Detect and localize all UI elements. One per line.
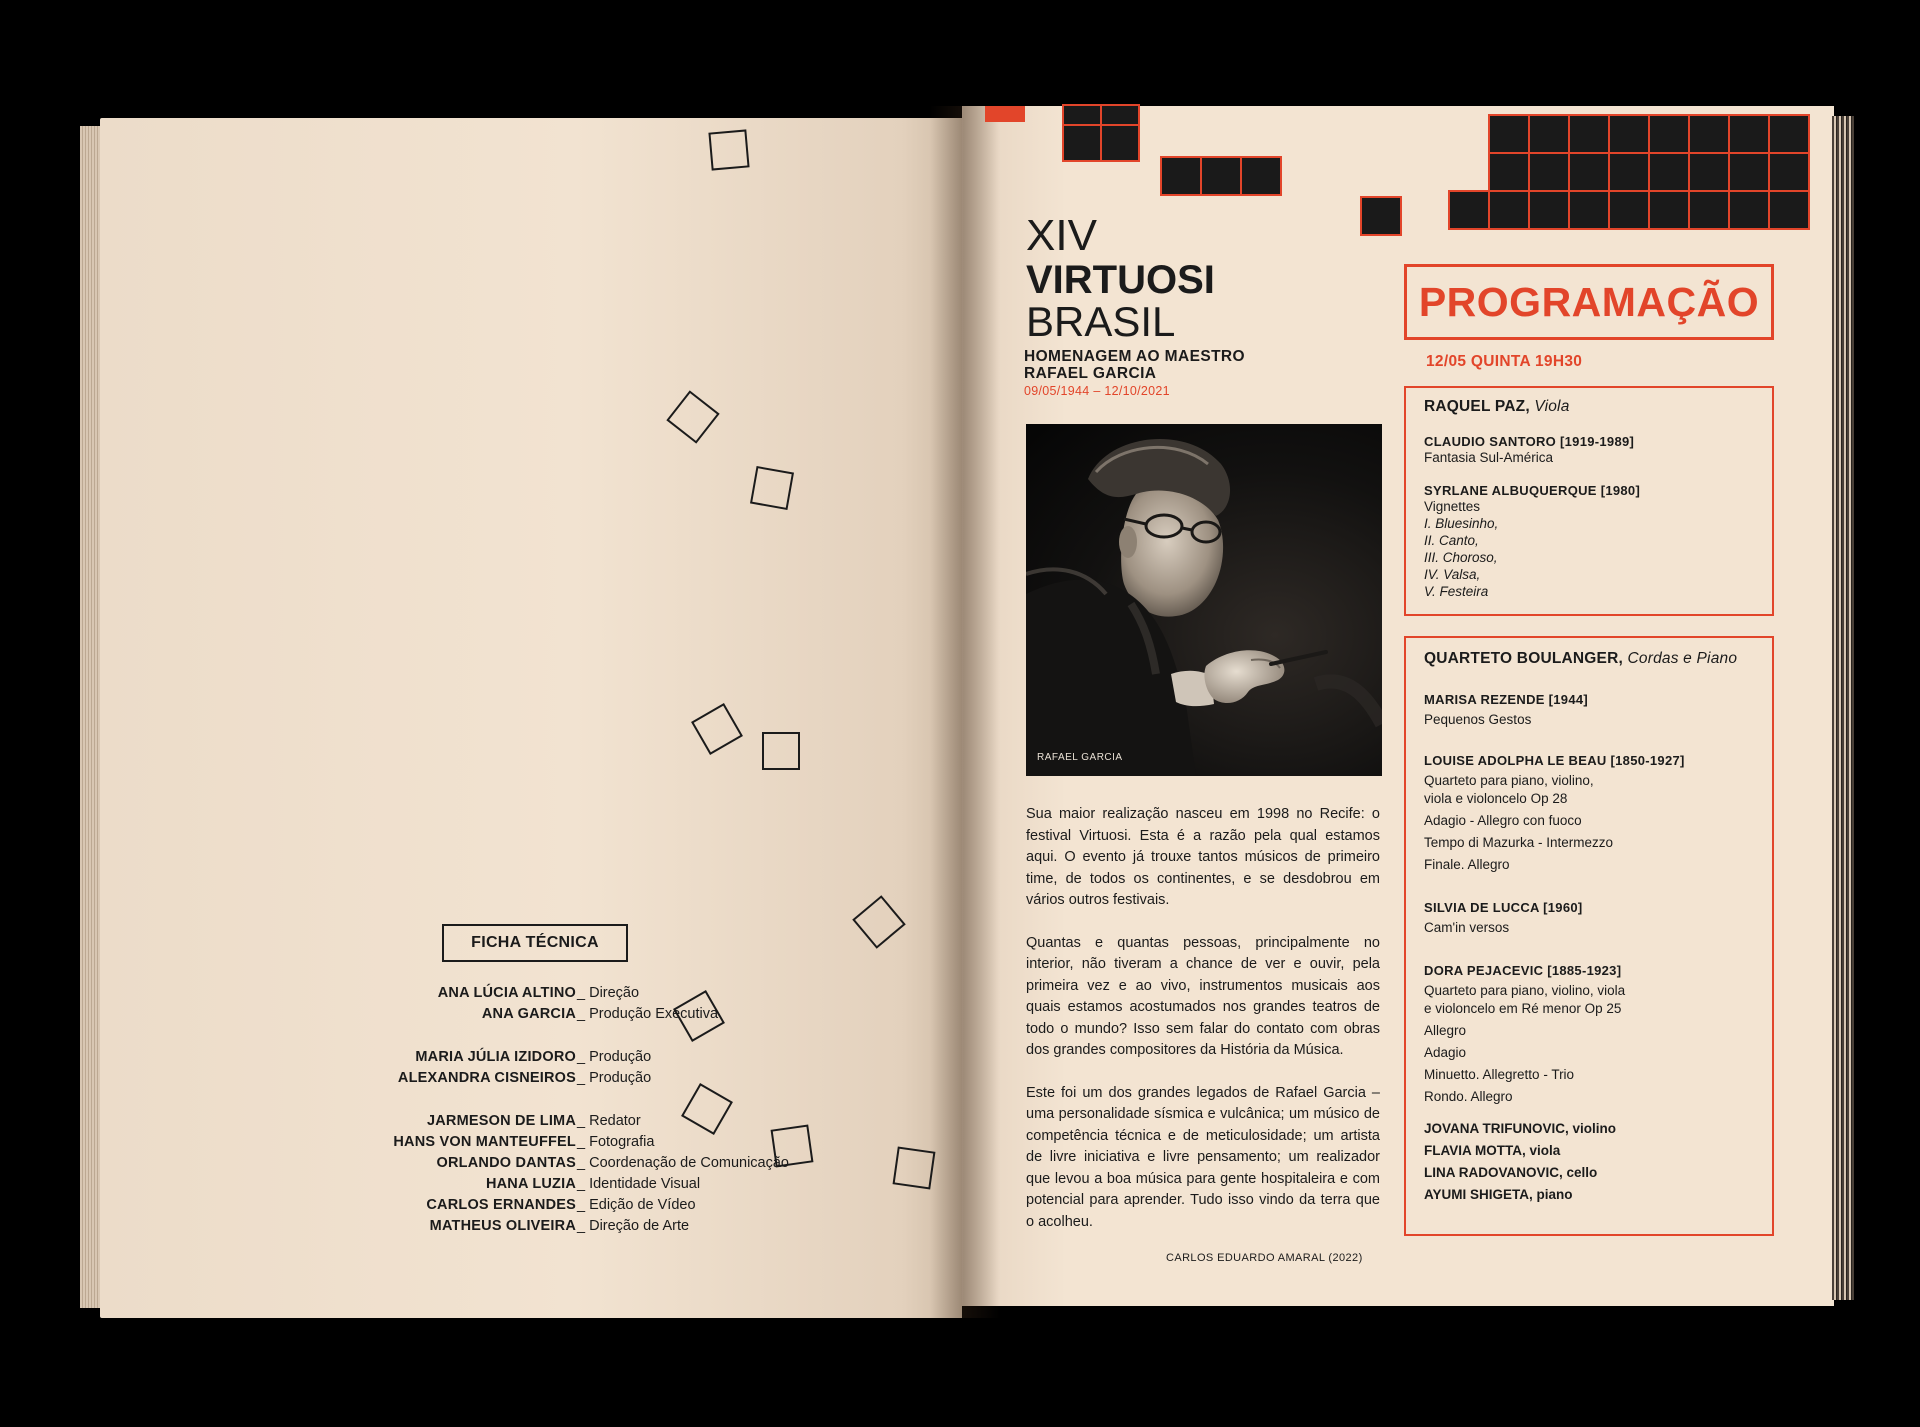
grid-block (1488, 190, 1530, 230)
movement: Minuetto. Allegretto - Trio (1424, 1067, 1575, 1082)
credit-item (300, 1174, 760, 1195)
movement: Adagio - Allegro con fuoco (1424, 813, 1582, 828)
credit-name: HANA LUZIA (485, 1176, 576, 1192)
credit-role: _ Redator (577, 1113, 641, 1129)
grid-block (1062, 104, 1102, 126)
credit-role: _ Produção (577, 1049, 652, 1065)
decor-square (762, 732, 800, 770)
composer-name: CLAUDIO SANTORO [1919-1989] (1424, 434, 1635, 449)
grid-block (1062, 124, 1102, 162)
spine-shadow (930, 106, 1000, 1318)
movement: Adagio (1424, 1045, 1467, 1060)
credit-name: ALEXANDRA CISNEIROS (397, 1070, 576, 1086)
work-title: Fantasia Sul-América (1424, 450, 1554, 465)
life-dates: 09/05/1944 – 12/10/2021 (1024, 384, 1170, 398)
credit-name: MATHEUS OLIVEIRA (429, 1218, 576, 1234)
grid-block (1648, 114, 1690, 154)
performer-name: RAQUEL PAZ, (1424, 398, 1530, 415)
credit-role: _ Coordenação de Comunicação (577, 1155, 789, 1171)
musician: AYUMI SHIGETA, piano (1424, 1187, 1573, 1202)
movement: Finale. Allegro (1424, 857, 1510, 872)
programacao-title: PROGRAMAÇÃO (1404, 264, 1774, 340)
article-body (1026, 804, 1380, 1254)
work-title: viola e violoncelo Op 28 (1424, 791, 1568, 806)
credit-name: JARMESON DE LIMA (426, 1113, 576, 1129)
credit-item (300, 1195, 760, 1216)
grid-block (1608, 114, 1650, 154)
grid-block (1768, 152, 1810, 192)
credit-item (300, 1132, 760, 1153)
conductor-illustration (1026, 424, 1382, 776)
grid-block (1488, 152, 1530, 192)
composer-name: LOUISE ADOLPHA LE BEAU [1850-1927] (1424, 753, 1685, 768)
composer-name: DORA PEJACEVIC [1885-1923] (1424, 963, 1622, 978)
decor-square (708, 129, 749, 170)
festival-name-bold: VIRTUOSI (1026, 258, 1215, 302)
article-paragraph: Este foi um dos grandes legados de Rafael Garcia – uma personalidade sísmica e vulcânica; um músico de competência técnica e de meticulosidade; um artista de livre iniciativa e livre pensamento; um realizador que levou a boa música para gente hospitaleira e com potencial para aprender. Tudo isso vindo da terra que o acolheu. (1026, 1084, 1380, 1230)
decor-square (750, 466, 794, 510)
tribute-line-2: RAFAEL GARCIA (1024, 365, 1157, 382)
movement: Allegro (1424, 1023, 1467, 1038)
credit-item (300, 1153, 789, 1174)
grid-block (1360, 196, 1402, 236)
grid-block (1688, 152, 1730, 192)
article-paragraph: Sua maior realização nasceu em 1998 no Recife: o festival Virtuosi. Esta é a razão pela qual estamos aqui. O evento já trouxe tantos músicos de primeiro time, de todos os continentes, e se desdobrou em vários outros festivais. (1026, 806, 1380, 908)
performer-heading (1424, 650, 1772, 668)
edition-number: XIV (1026, 211, 1097, 260)
work-title: Cam'in versos (1424, 920, 1510, 935)
musician: JOVANA TRIFUNOVIC, violino (1424, 1121, 1617, 1136)
grid-block (1648, 190, 1690, 230)
work-title: Vignettes (1424, 499, 1481, 514)
program-block-quarteto-boulanger (1404, 636, 1774, 1236)
credit-item (300, 1004, 760, 1025)
grid-block (1688, 114, 1730, 154)
grid-block (1160, 156, 1202, 196)
movement: Tempo di Mazurka - Intermezzo (1424, 835, 1614, 850)
credit-item (300, 1068, 760, 1089)
grid-block (1688, 190, 1730, 230)
grid-block (1528, 114, 1570, 154)
grid-block (1528, 152, 1570, 192)
movement: II. Canto, (1424, 533, 1479, 548)
work-title: Pequenos Gestos (1424, 712, 1532, 727)
credit-role: _ Fotografia (577, 1134, 655, 1150)
credit-item (300, 1047, 760, 1068)
grid-block (1648, 152, 1690, 192)
grid-block (1448, 190, 1490, 230)
credit-role: _ Identidade Visual (577, 1176, 701, 1192)
performer-instrument: Cordas e Piano (1623, 650, 1738, 667)
credits-list (300, 983, 789, 1237)
tribute-heading (1024, 348, 1304, 382)
program-block-raquel-paz (1404, 386, 1774, 616)
decor-square (893, 1147, 936, 1190)
composer-name: SYRLANE ALBUQUERQUE [1980] (1424, 483, 1641, 498)
grid-block (1240, 156, 1282, 196)
grid-block (1728, 114, 1770, 154)
grid-block (1100, 124, 1140, 162)
composer-name: MARISA REZENDE [1944] (1424, 692, 1589, 707)
credit-role: _ Edição de Vídeo (577, 1197, 696, 1213)
credit-role: _ Direção de Arte (577, 1218, 690, 1234)
movement: Rondo. Allegro (1424, 1089, 1513, 1104)
credit-name: MARIA JÚLIA IZIDORO (415, 1049, 576, 1065)
conductor-photo (1026, 424, 1382, 776)
ficha-tecnica-title: FICHA TÉCNICA (442, 924, 628, 962)
event-date: 12/05 QUINTA 19H30 (1426, 353, 1583, 370)
tribute-line-1: HOMENAGEM AO MAESTRO (1024, 348, 1245, 365)
movement: IV. Valsa, (1424, 567, 1481, 582)
festival-name-light: BRASIL (1026, 298, 1176, 345)
grid-block (1728, 152, 1770, 192)
grid-block (1608, 190, 1650, 230)
work-title: Quarteto para piano, violino, (1424, 773, 1594, 788)
grid-block (1528, 190, 1570, 230)
credit-role: _ Produção Executiva (577, 1006, 719, 1022)
grid-block (1768, 190, 1810, 230)
musician: FLAVIA MOTTA, viola (1424, 1143, 1561, 1158)
grid-block (1568, 114, 1610, 154)
accent-strip (985, 106, 1025, 122)
credit-role: _ Direção (577, 985, 640, 1001)
credit-name: ORLANDO DANTAS (436, 1155, 576, 1171)
credit-name: ANA GARCIA (481, 1006, 576, 1022)
performer-instrument: Viola (1529, 398, 1570, 415)
work-title: e violoncelo em Ré menor Op 25 (1424, 1001, 1622, 1016)
grid-block (1200, 156, 1242, 196)
performer-name: QUARTETO BOULANGER, (1424, 650, 1623, 667)
work-title: Quarteto para piano, violino, viola (1424, 983, 1626, 998)
musician: LINA RADOVANOVIC, cello (1424, 1165, 1598, 1180)
article-author: CARLOS EDUARDO AMARAL (2022) (1166, 1252, 1363, 1264)
grid-block (1100, 104, 1140, 126)
grid-block (1768, 114, 1810, 154)
movement: V. Festeira (1424, 584, 1489, 599)
grid-block (1728, 190, 1770, 230)
grid-block (1608, 152, 1650, 192)
credit-role: _ Produção (577, 1070, 652, 1086)
performer-heading (1424, 398, 1772, 416)
photo-caption: RAFAEL GARCIA (1037, 752, 1123, 763)
credit-item (300, 1111, 760, 1132)
credit-item (300, 983, 760, 1004)
movement: III. Choroso, (1424, 550, 1498, 565)
credit-name: CARLOS ERNANDES (426, 1197, 576, 1213)
composer-name: SILVIA DE LUCCA [1960] (1424, 900, 1583, 915)
credit-name: ANA LÚCIA ALTINO (437, 985, 576, 1001)
grid-block (1568, 152, 1610, 192)
right-page-edges (1832, 116, 1854, 1300)
article-paragraph: Quantas e quantas pessoas, principalmente no interior, não tiveram a chance de ver e ouvir, pela primeira vez e ao vivo, instrumentos musicais aos quais estamos acostumados nos grandes teatros de todo o mundo? Isso sem falar do contato com obras dos grandes compositores da História da Música. (1026, 934, 1380, 1058)
movement: I. Bluesinho, (1424, 516, 1499, 531)
credit-name: HANS VON MANTEUFFEL (393, 1134, 576, 1150)
grid-block (1568, 190, 1610, 230)
grid-block (1488, 114, 1530, 154)
credit-item (300, 1216, 760, 1237)
